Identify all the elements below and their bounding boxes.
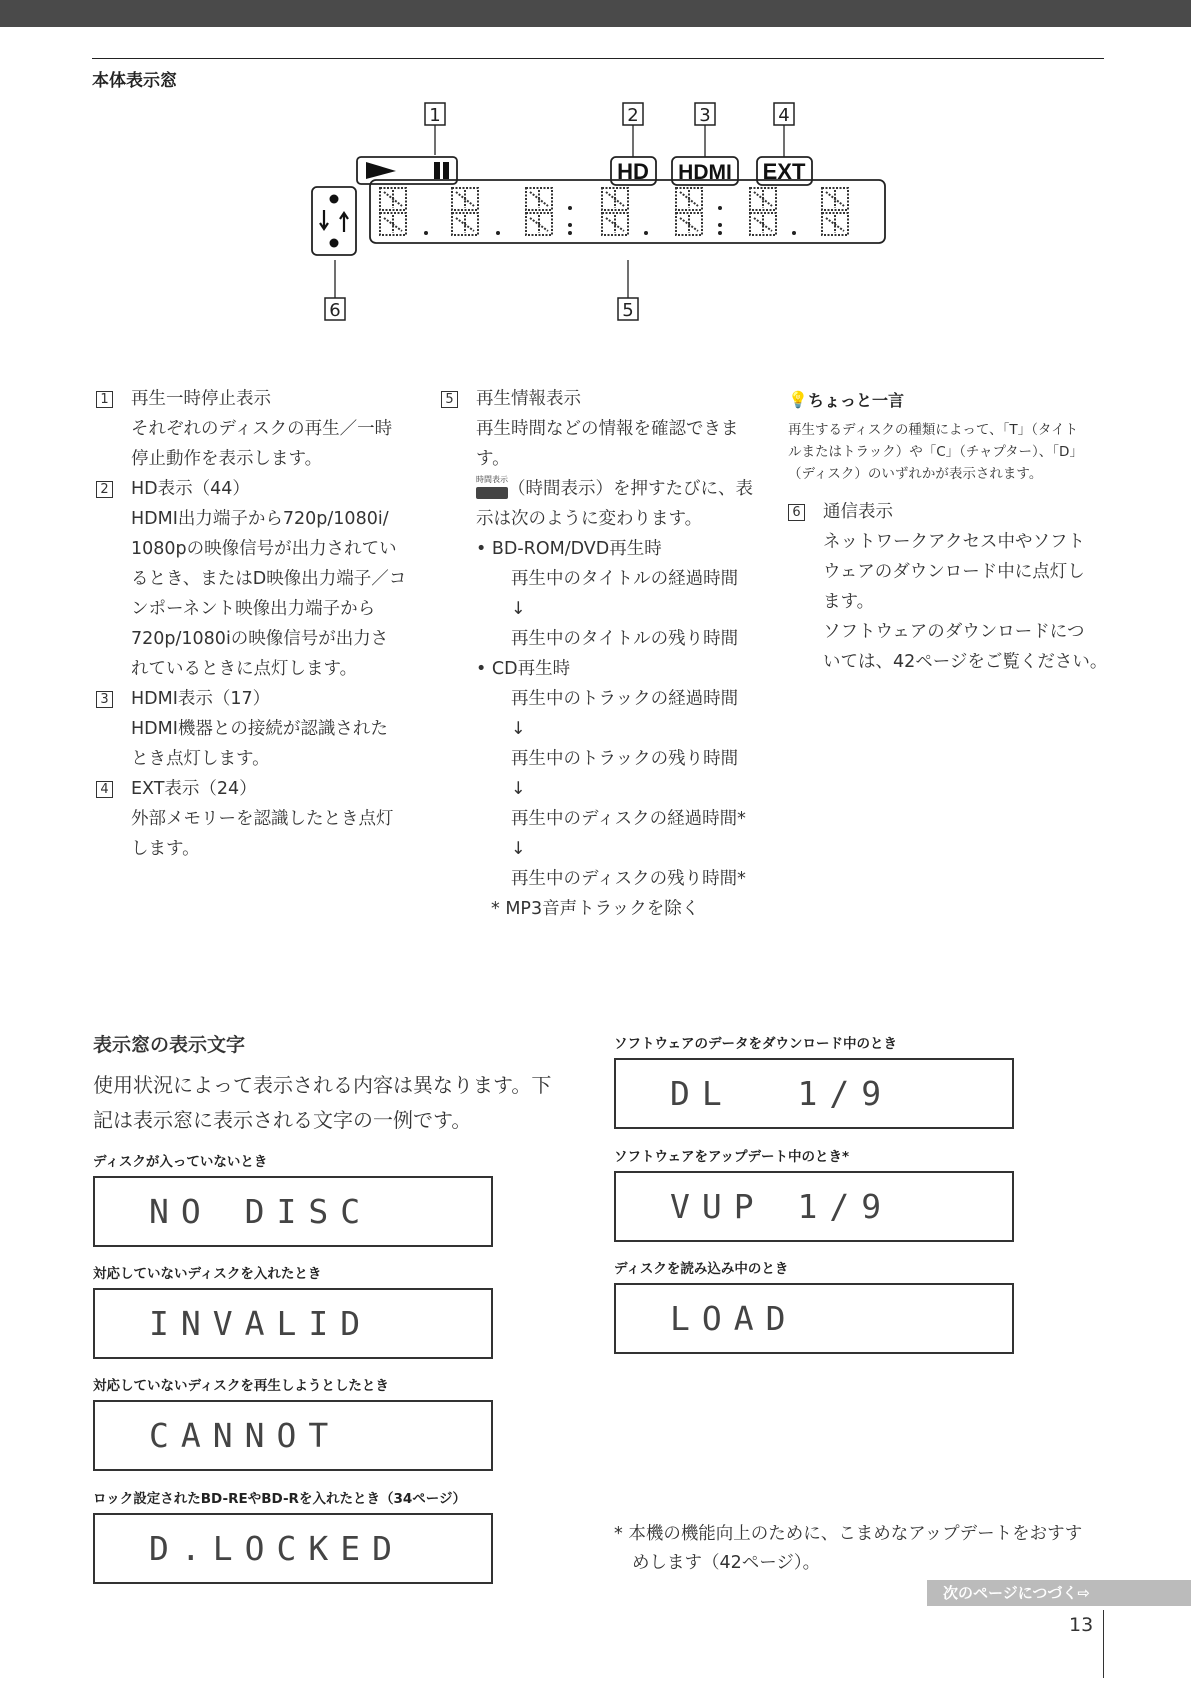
callout-5: 5: [622, 300, 634, 321]
section-rule: [92, 58, 1104, 59]
pause-icon: [434, 162, 440, 179]
tip-title: ちょっと一言: [808, 391, 905, 410]
item-3-title: HDMI表示（17）: [131, 689, 271, 709]
column-3: 💡 ちょっと一言 再生するディスクの種類によって、「T」（タイト ルまたはトラック）や「C」（チャプター）、「D」 （ディスク）のいずれかが表示されます。 6 通信表示 ネットワークアクセス中やソフト ウェアのダウンロード中に点灯し ます。 ソフトウェアのダウンロードにつ いては、42ページをご覧ください。: [788, 390, 1108, 672]
lightbulb-icon: 💡: [788, 390, 808, 409]
network-icon: [330, 195, 339, 204]
lcd-invalid: INVALID: [93, 1288, 493, 1359]
front-display-diagram: [300, 95, 900, 325]
mp3-note: * MP3音声トラックを除く: [491, 899, 700, 919]
column-2: 5 再生情報表示 再生時間などの情報を確認できま す。 時間表示 （時間表示）を押すたびに、表 示は次のように変わります。 • BD-ROM/DVD再生時 再生中のタイトルの経過時間 ↓ 再生中のタイトルの残り時間 • CD再生時 再生中のトラックの経過時間 ↓ 再生中のトラックの残り時間 ↓ 再生中のディスクの経過時間* ↓ 再生中のディスクの残り時間* * MP3音声トラックを除く: [441, 384, 771, 924]
callout-2: 2: [627, 105, 639, 126]
lcd-no-disc: NO DISC: [93, 1176, 493, 1247]
column-1: 1 再生一時停止表示 それぞれのディスクの再生／一時 停止動作を表示します。 2 HD表示（44） HDMI出力端子から720p/1080i/ 1080pの映像信号が出力されてい るとき、またはD映像出力端子／コ ンポーネント映像出力端子から 720p/1080iの映像信号が出力さ れているときに点灯します。 3 HDMI表示（17） HDMI機器との接続が認識された とき点灯します。 4 EXT表示（24） 外部メモリーを認識したとき点灯 します。: [96, 384, 426, 864]
item-6-title: 通信表示: [823, 502, 893, 522]
update-footnote: * 本機の機能向上のために、こまめなアップデートをおすす めします（42ページ）。: [614, 1524, 1083, 1573]
callout-3: 3: [699, 105, 711, 126]
lcd-download: DL 1/9: [614, 1058, 1014, 1129]
lcd-cannot: CANNOT: [93, 1400, 493, 1471]
tip-body: 再生するディスクの種類によって、「T」（タイト ルまたはトラック）や「C」（チャプター）、「D」 （ディスク）のいずれかが表示されます。: [788, 422, 1083, 482]
callout-4: 4: [778, 105, 790, 126]
hdmi-indicator: HDMI: [678, 161, 732, 184]
caption-no-disc: ディスクが入っていないとき: [93, 1154, 268, 1170]
caption-update: ソフトウェアをアップデート中のとき*: [614, 1149, 850, 1165]
caption-cannot: 対応していないディスクを再生しようとしたとき: [93, 1378, 389, 1394]
lcd-load: LOAD: [614, 1283, 1014, 1354]
caption-locked: ロック設定されたBD-REやBD-Rを入れたとき（34ページ）: [93, 1491, 466, 1507]
caption-load: ディスクを読み込み中のとき: [614, 1261, 789, 1277]
ext-indicator: EXT: [762, 159, 806, 184]
section-title: 本体表示窓: [92, 71, 177, 91]
hd-indicator: HD: [617, 159, 649, 184]
page-number: 13: [1069, 1614, 1094, 1636]
next-page-link[interactable]: 次のページにつづく⇨: [927, 1580, 1191, 1606]
item-5-title: 再生情報表示: [476, 389, 581, 409]
lcd-locked: D.LOCKED: [93, 1513, 493, 1584]
display-section-title: 表示窓の表示文字: [93, 1034, 246, 1056]
lcd-update: VUP 1/9: [614, 1171, 1014, 1242]
display-section-intro: 使用状況によって表示される内容は異なります。下 記は表示窓に表示される文字の一例です。: [93, 1073, 552, 1132]
time-display-button-icon: 時間表示: [476, 478, 508, 500]
callout-1: 1: [429, 105, 441, 126]
item-1-title: 再生一時停止表示: [131, 389, 271, 409]
top-bar: [0, 0, 1191, 27]
callout-6: 6: [329, 300, 341, 321]
page-number-rule: [1103, 1610, 1104, 1678]
caption-download: ソフトウェアのデータをダウンロード中のとき: [614, 1036, 897, 1052]
item-2-title: HD表示（44）: [131, 479, 250, 499]
caption-invalid: 対応していないディスクを入れたとき: [93, 1266, 322, 1282]
play-icon: [366, 162, 396, 179]
item-4-title: EXT表示（24）: [131, 779, 257, 799]
